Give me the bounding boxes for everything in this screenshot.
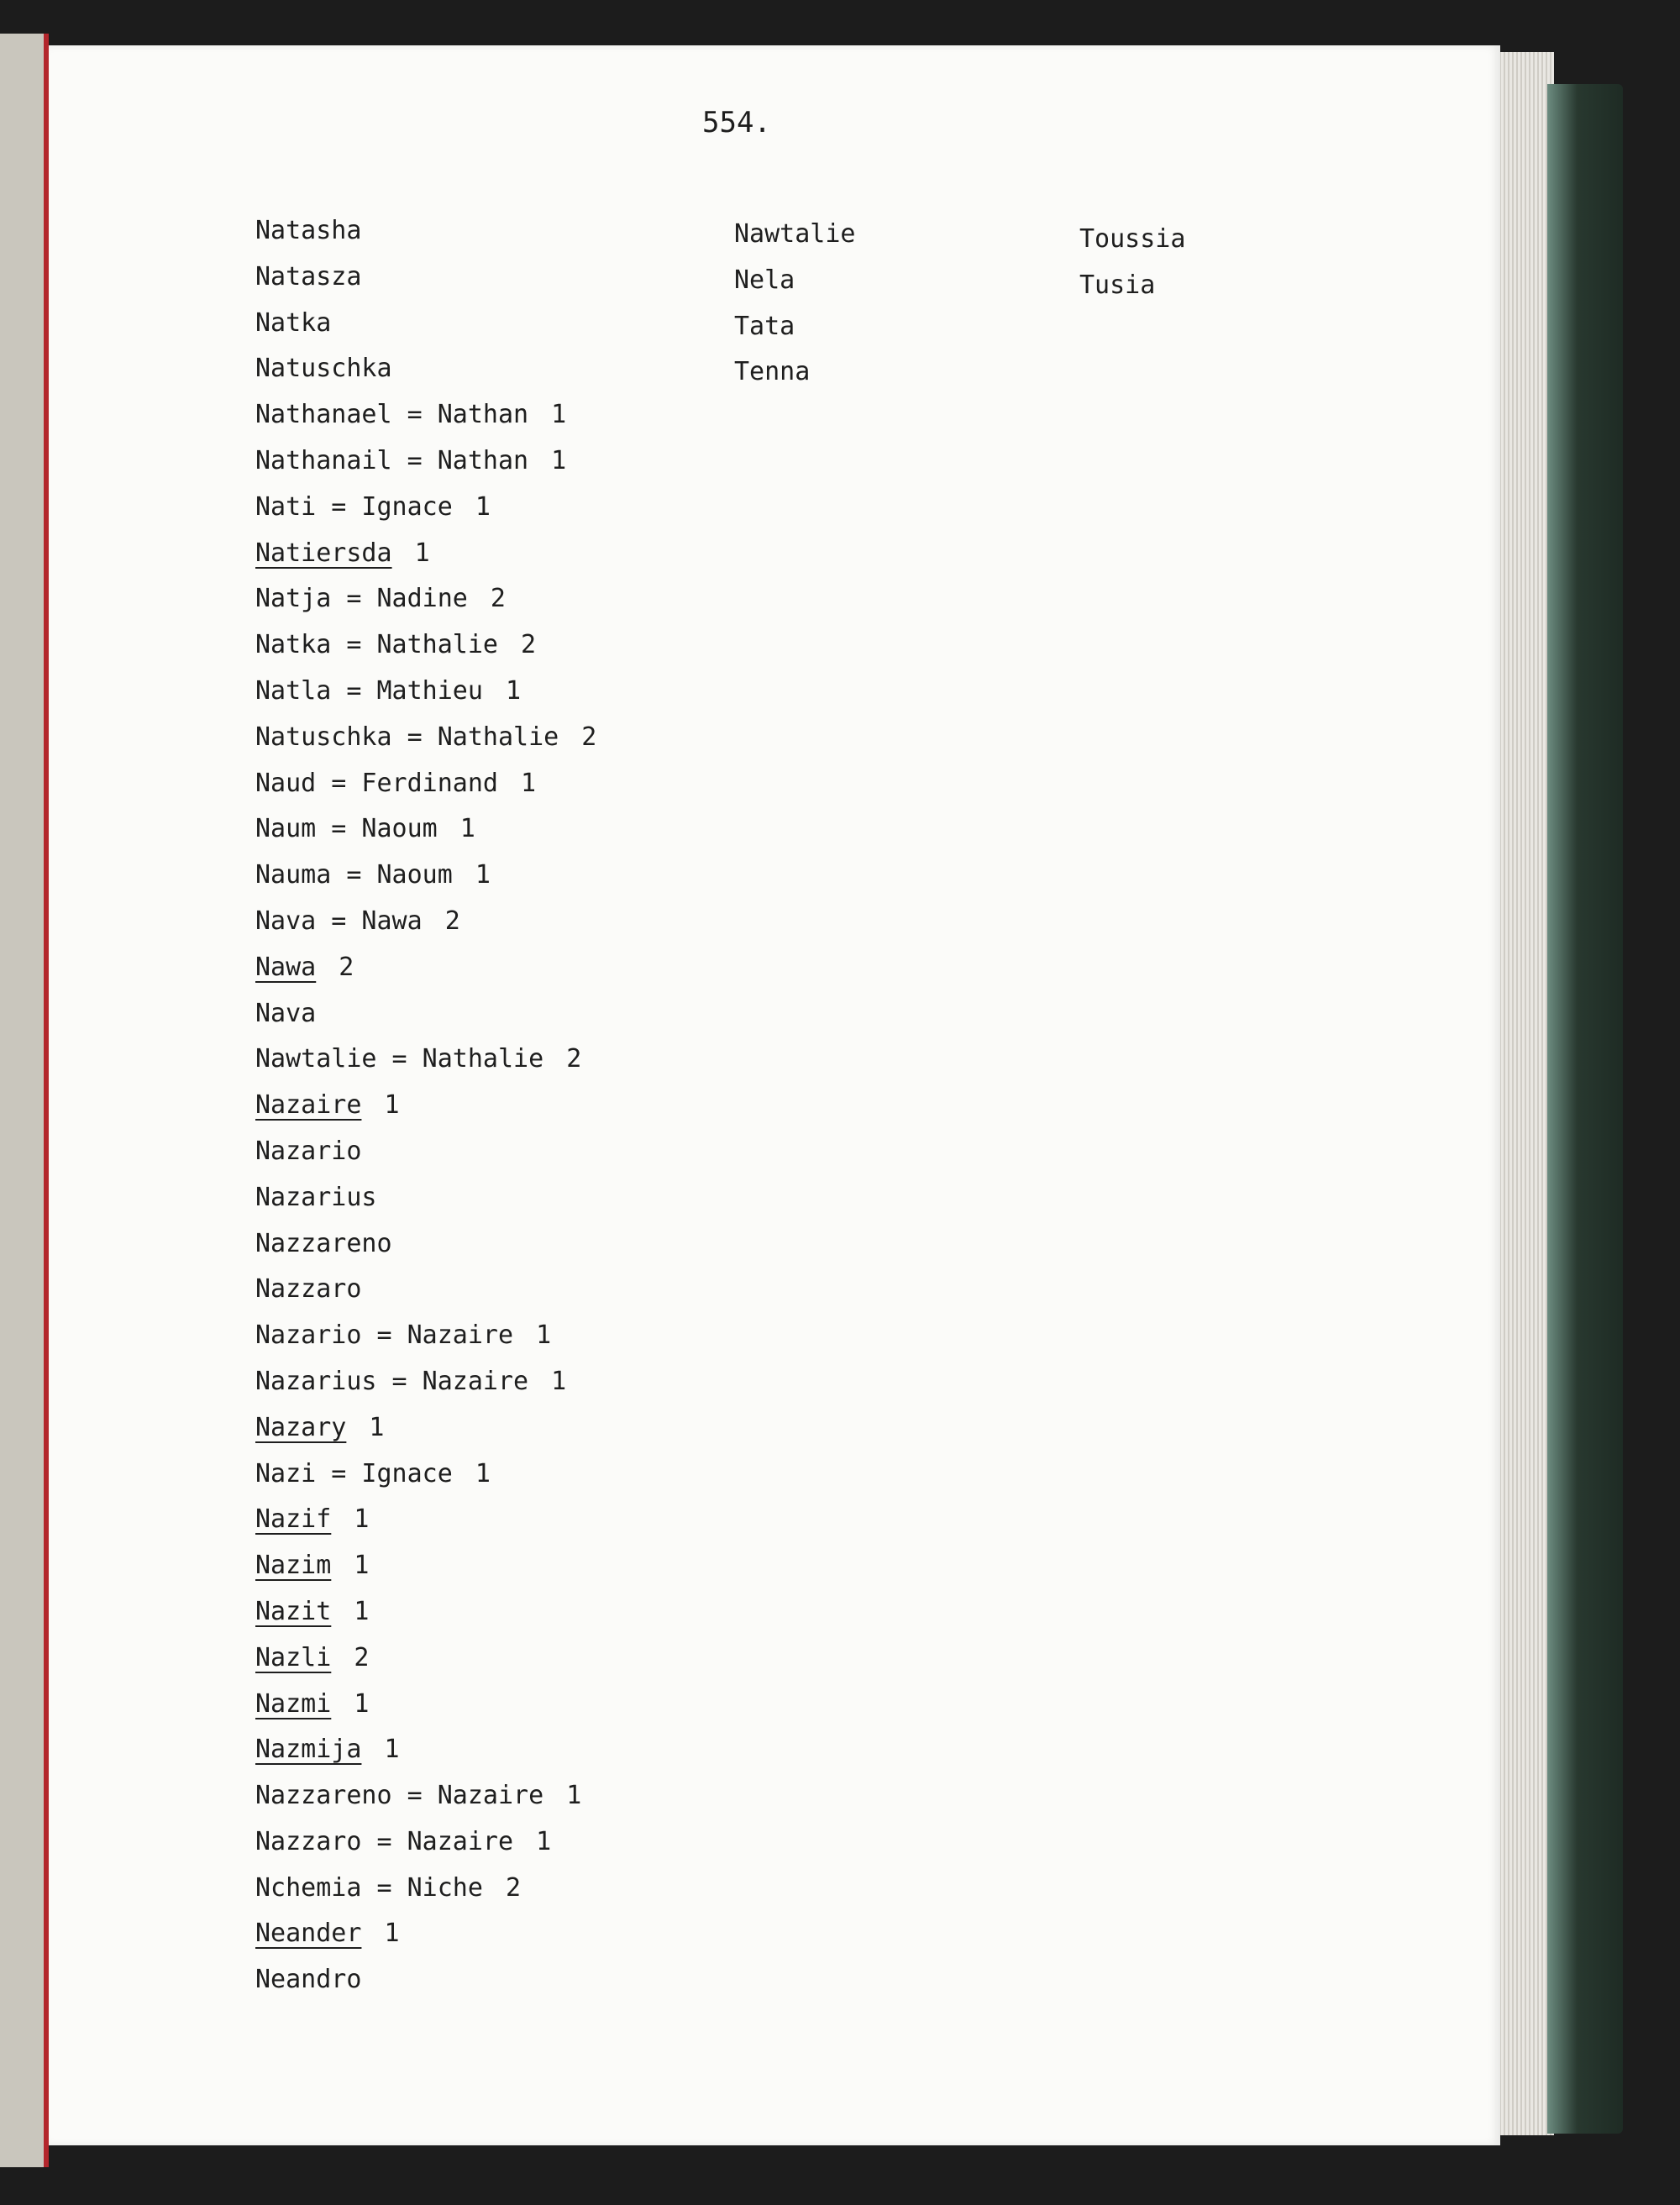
entry-count: 1 xyxy=(354,1596,370,1626)
entry-equivalent: = Naoum xyxy=(316,814,438,844)
name-entry xyxy=(255,1267,596,1313)
entry-count: 2 xyxy=(566,1044,582,1074)
name-entry xyxy=(255,1175,596,1221)
name-entry xyxy=(255,208,596,255)
name-entry xyxy=(255,392,596,438)
underlined-name: Neander xyxy=(255,1919,362,1949)
name-column-2 xyxy=(734,212,856,396)
entry-name: Nazzaro xyxy=(255,1274,362,1305)
entry-equivalent: = Mathieu xyxy=(331,675,483,706)
name-entry xyxy=(255,1911,596,1957)
entry-equivalent: = Ignace xyxy=(316,491,453,522)
entry-name: Nauma xyxy=(255,860,332,890)
entry-name: Nava xyxy=(255,998,317,1028)
entry-name: Nazzareno xyxy=(255,1781,392,1811)
underlined-name: Nazmi xyxy=(255,1688,332,1719)
entry-equivalent: = Nathan xyxy=(391,400,529,430)
entry-count: 2 xyxy=(354,1642,370,1672)
entry-equivalent: = Nazaire xyxy=(376,1366,529,1396)
name-entry xyxy=(255,1819,596,1866)
entry-name: Natasza xyxy=(255,261,362,291)
entry-name: Nazi xyxy=(255,1458,317,1488)
name-entry xyxy=(255,1452,596,1498)
name-entry xyxy=(255,853,596,899)
entry-count: 1 xyxy=(475,1458,491,1488)
name-column-1 xyxy=(255,208,596,2003)
name-entry xyxy=(255,1682,596,1728)
underlined-name: Nazit xyxy=(255,1596,332,1626)
entry-count: 1 xyxy=(566,1781,582,1811)
name-entry xyxy=(255,899,596,945)
name-entry xyxy=(255,1037,596,1083)
entry-name: Nazarius xyxy=(255,1366,377,1396)
name-entry xyxy=(1079,217,1185,263)
entry-equivalent: = Nawa xyxy=(316,906,423,936)
entry-equivalent: = Nazaire xyxy=(391,1781,544,1811)
entry-count: 1 xyxy=(536,1320,552,1351)
name-entry xyxy=(255,1497,596,1543)
underlined-name: Nawa xyxy=(255,952,317,982)
entry-count: 1 xyxy=(551,445,567,475)
entry-count: 1 xyxy=(459,814,475,844)
entry-name: Tenna xyxy=(734,357,811,387)
entry-count: 1 xyxy=(354,1504,370,1535)
entry-name: Tusia xyxy=(1079,270,1156,300)
name-entry xyxy=(255,438,596,485)
entry-name: Natla xyxy=(255,675,332,706)
entry-equivalent: = Nazaire xyxy=(361,1320,514,1351)
entry-name: Nawtalie xyxy=(734,219,856,249)
entry-count: 2 xyxy=(521,630,537,660)
entry-count: 1 xyxy=(384,1090,400,1121)
entry-name: Natja xyxy=(255,584,332,614)
name-entry xyxy=(255,622,596,669)
entry-count: 1 xyxy=(505,675,521,706)
entry-equivalent: = Nathalie xyxy=(391,722,559,752)
entry-count: 1 xyxy=(369,1412,385,1442)
underlined-name: Nazim xyxy=(255,1551,332,1581)
name-entry xyxy=(255,1083,596,1129)
entry-name: Naud xyxy=(255,768,317,798)
name-entry xyxy=(255,1957,596,2003)
name-entry xyxy=(255,1221,596,1268)
entry-count: 1 xyxy=(551,400,567,430)
underlined-name: Natiersda xyxy=(255,538,392,568)
entry-name: Nazzaro xyxy=(255,1826,362,1856)
entry-name: Toussia xyxy=(1079,224,1186,254)
entry-equivalent: = Nathan xyxy=(391,445,529,475)
underlined-name: Nazaire xyxy=(255,1090,362,1121)
entry-equivalent: = Nadine xyxy=(331,584,468,614)
name-entry xyxy=(255,255,596,301)
entry-name: Natuschka xyxy=(255,722,392,752)
entry-count: 1 xyxy=(536,1826,552,1856)
entry-count: 1 xyxy=(354,1688,370,1719)
entry-name: Natuschka xyxy=(255,354,392,384)
entry-equivalent: = Naoum xyxy=(331,860,453,890)
name-entry xyxy=(255,806,596,853)
entry-name: Naum xyxy=(255,814,317,844)
name-entry xyxy=(734,349,856,396)
name-entry xyxy=(1079,263,1185,309)
entry-name: Nava xyxy=(255,906,317,936)
name-entry xyxy=(255,1866,596,1912)
name-column-3 xyxy=(1079,217,1185,309)
page-number: 554. xyxy=(702,106,771,139)
name-entry xyxy=(255,485,596,531)
entry-count: 1 xyxy=(475,491,491,522)
name-entry xyxy=(734,258,856,304)
underlined-name: Nazary xyxy=(255,1412,347,1442)
name-entry xyxy=(255,945,596,991)
name-entry xyxy=(255,669,596,715)
book-cover-edge xyxy=(1547,84,1623,2134)
entry-name: Nela xyxy=(734,265,795,295)
name-entry xyxy=(734,304,856,350)
entry-name: Nazario xyxy=(255,1136,362,1166)
entry-name: Tata xyxy=(734,311,795,341)
entry-count: 1 xyxy=(475,860,491,890)
name-entry xyxy=(255,1635,596,1682)
underlined-name: Nazif xyxy=(255,1504,332,1535)
name-entry xyxy=(255,576,596,622)
adjacent-page-edge xyxy=(0,34,49,2167)
entry-name: Natka xyxy=(255,630,332,660)
entry-count: 2 xyxy=(505,1872,521,1903)
entry-equivalent: = Ferdinand xyxy=(316,768,498,798)
name-entry xyxy=(255,991,596,1037)
entry-name: Nathanael xyxy=(255,400,392,430)
name-entry xyxy=(255,761,596,807)
name-entry xyxy=(255,301,596,347)
entry-name: Nawtalie xyxy=(255,1044,377,1074)
entry-equivalent: = Nazaire xyxy=(361,1826,514,1856)
name-entry xyxy=(255,1359,596,1405)
entry-count: 2 xyxy=(490,584,506,614)
name-entry xyxy=(255,1405,596,1452)
entry-name: Nazarius xyxy=(255,1182,377,1212)
entry-count: 2 xyxy=(339,952,354,982)
entry-name: Nazario xyxy=(255,1320,362,1351)
entry-name: Nazzareno xyxy=(255,1228,392,1258)
entry-name: Nati xyxy=(255,491,317,522)
entry-equivalent: = Nathalie xyxy=(376,1044,544,1074)
entry-name: Neandro xyxy=(255,1965,362,1995)
name-entry xyxy=(255,1313,596,1359)
entry-name: Nathanail xyxy=(255,445,392,475)
name-entry xyxy=(255,1773,596,1819)
entry-count: 2 xyxy=(444,906,460,936)
entry-name: Nchemia xyxy=(255,1872,362,1903)
name-entry xyxy=(255,715,596,761)
entry-count: 2 xyxy=(581,722,597,752)
entry-count: 1 xyxy=(521,768,537,798)
entry-count: 1 xyxy=(551,1366,567,1396)
name-entry xyxy=(734,212,856,258)
name-entry xyxy=(255,1543,596,1589)
name-entry xyxy=(255,1589,596,1635)
name-entry xyxy=(255,1129,596,1175)
entry-equivalent: = Niche xyxy=(361,1872,483,1903)
entry-count: 1 xyxy=(384,1735,400,1765)
entry-count: 1 xyxy=(354,1551,370,1581)
entry-equivalent: = Nathalie xyxy=(331,630,498,660)
name-entry xyxy=(255,346,596,392)
underlined-name: Nazmija xyxy=(255,1735,362,1765)
name-entry xyxy=(255,1727,596,1773)
entry-name: Natka xyxy=(255,307,332,338)
entry-equivalent: = Ignace xyxy=(316,1458,453,1488)
entry-count: 1 xyxy=(384,1919,400,1949)
name-entry xyxy=(255,531,596,577)
underlined-name: Nazli xyxy=(255,1642,332,1672)
entry-name: Natasha xyxy=(255,216,362,245)
entry-count: 1 xyxy=(414,538,430,568)
